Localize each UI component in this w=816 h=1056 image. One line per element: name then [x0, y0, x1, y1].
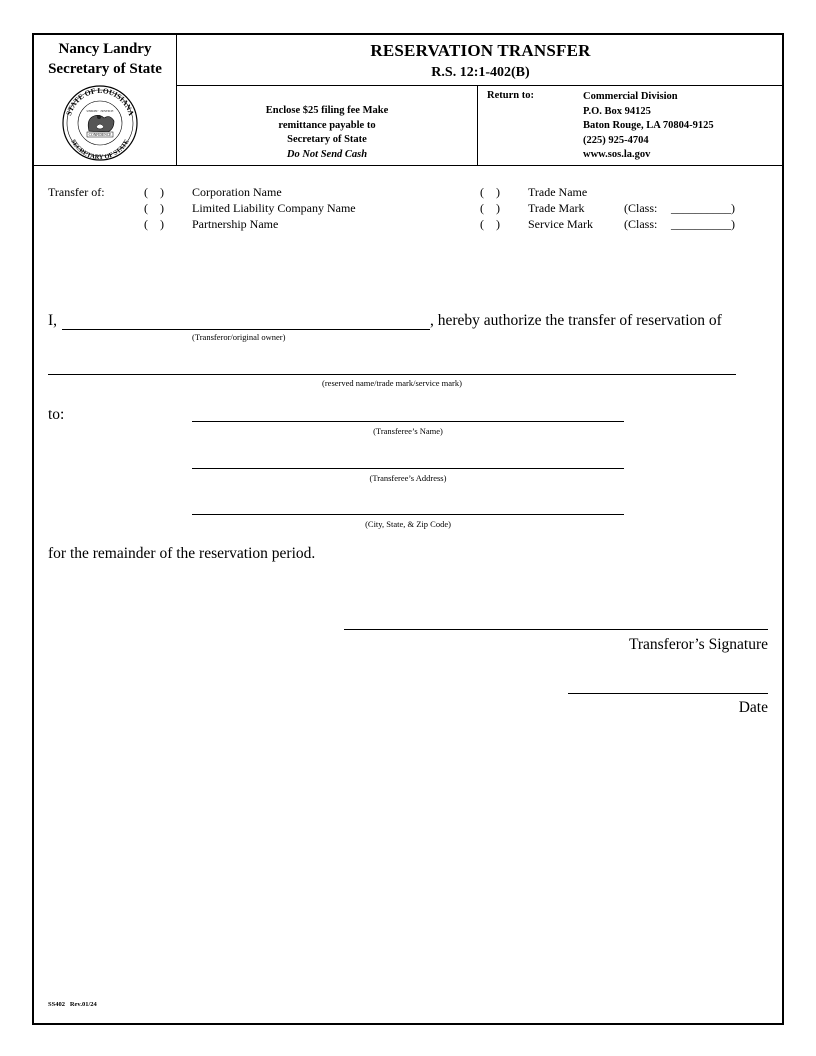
statute-reference: R.S. 12:1-402(B) [431, 65, 530, 80]
fee-line: Secretary of State [287, 134, 367, 145]
date-label: Date [738, 699, 768, 716]
return-to-label: Return to: [487, 90, 534, 101]
seal-motto: UNION · JUSTICE [86, 109, 114, 113]
return-division: Commercial Division [583, 91, 678, 102]
form-number: SS402 Rev.01/24 [48, 1001, 97, 1008]
option-service-mark: Service Mark [528, 217, 593, 231]
seal-ribbon-text: CONFIDENCE [88, 133, 112, 137]
return-city: Baton Rouge, LA 70804-9125 [583, 120, 714, 131]
fee-line: remittance payable to [278, 119, 376, 131]
reserved-name-field[interactable] [48, 374, 736, 375]
state-seal [56, 83, 144, 161]
return-address [583, 90, 714, 163]
statement-suffix: , hereby authorize the transfer of reservation of [430, 312, 722, 329]
return-phone: (225) 925-4704 [583, 134, 649, 146]
header-divider-title [176, 85, 784, 86]
signature-label: Transferor’s Signature [628, 636, 768, 653]
option-trade-name: Trade Name [528, 185, 588, 199]
secretary-title: Secretary of State [48, 61, 162, 77]
service-mark-class-field[interactable]: __________) [671, 217, 735, 231]
checkbox-partnership[interactable]: ( ) [144, 217, 164, 231]
no-cash-note: Do Not Send Cash [286, 148, 368, 160]
service-mark-class-label: (Class: [624, 217, 658, 231]
remainder-statement: for the remainder of the reservation period. [48, 545, 316, 562]
seal-bottom-text: SECRETARY OF STATE [69, 138, 131, 161]
option-trade-mark: Trade Mark [528, 201, 585, 215]
trade-mark-class-label: (Class: [624, 201, 658, 215]
option-llc-name: Limited Liability Company Name [192, 201, 356, 215]
form-title: RESERVATION TRANSFER [370, 41, 591, 60]
fee-line: Enclose $25 filing fee Make [265, 105, 389, 116]
reserved-name-caption: (reserved name/trade mark/service mark) [322, 378, 462, 388]
option-corporation-name: Corporation Name [192, 185, 282, 199]
statement-prefix: I, [48, 312, 58, 329]
svg-text:SECRETARY OF STATE [69, 138, 130, 161]
secretary-name: Nancy Landry [58, 41, 152, 57]
city-state-zip-field[interactable] [192, 514, 624, 515]
signature-field[interactable] [344, 629, 768, 630]
return-website: www.sos.la.gov [583, 149, 651, 160]
trade-mark-class-field[interactable]: __________) [671, 201, 735, 215]
seal-top-text: STATE OF LOUISIANA [64, 85, 136, 117]
city-state-zip-caption: (City, State, & Zip Code) [365, 519, 451, 529]
transferor-caption: (Transferor/original owner) [192, 332, 286, 342]
header-bottom-rule [34, 165, 784, 166]
checkbox-service-mark[interactable]: ( ) [480, 217, 500, 231]
transfer-of-label: Transfer of: [48, 185, 105, 199]
checkbox-llc[interactable]: ( ) [144, 201, 164, 215]
transferee-address-field[interactable] [192, 468, 624, 469]
transferee-name-field[interactable] [192, 421, 624, 422]
form-frame [32, 33, 784, 1025]
pelican-emblem [88, 115, 114, 132]
transferor-name-field[interactable] [62, 329, 430, 330]
fee-instructions [177, 104, 477, 162]
transferee-address-caption: (Transferee’s Address) [369, 473, 447, 483]
option-partnership-name: Partnership Name [192, 217, 279, 231]
checkbox-corporation[interactable]: ( ) [144, 185, 164, 199]
header-divider-middle [477, 85, 478, 165]
date-field[interactable] [568, 693, 768, 694]
transferee-name-caption: (Transferee’s Name) [373, 426, 443, 436]
return-po-box: P.O. Box 94125 [583, 105, 651, 117]
to-label: to: [48, 406, 65, 423]
checkbox-trade-mark[interactable]: ( ) [480, 201, 500, 215]
checkbox-trade-name[interactable]: ( ) [480, 185, 500, 199]
secretary-block [34, 39, 176, 79]
